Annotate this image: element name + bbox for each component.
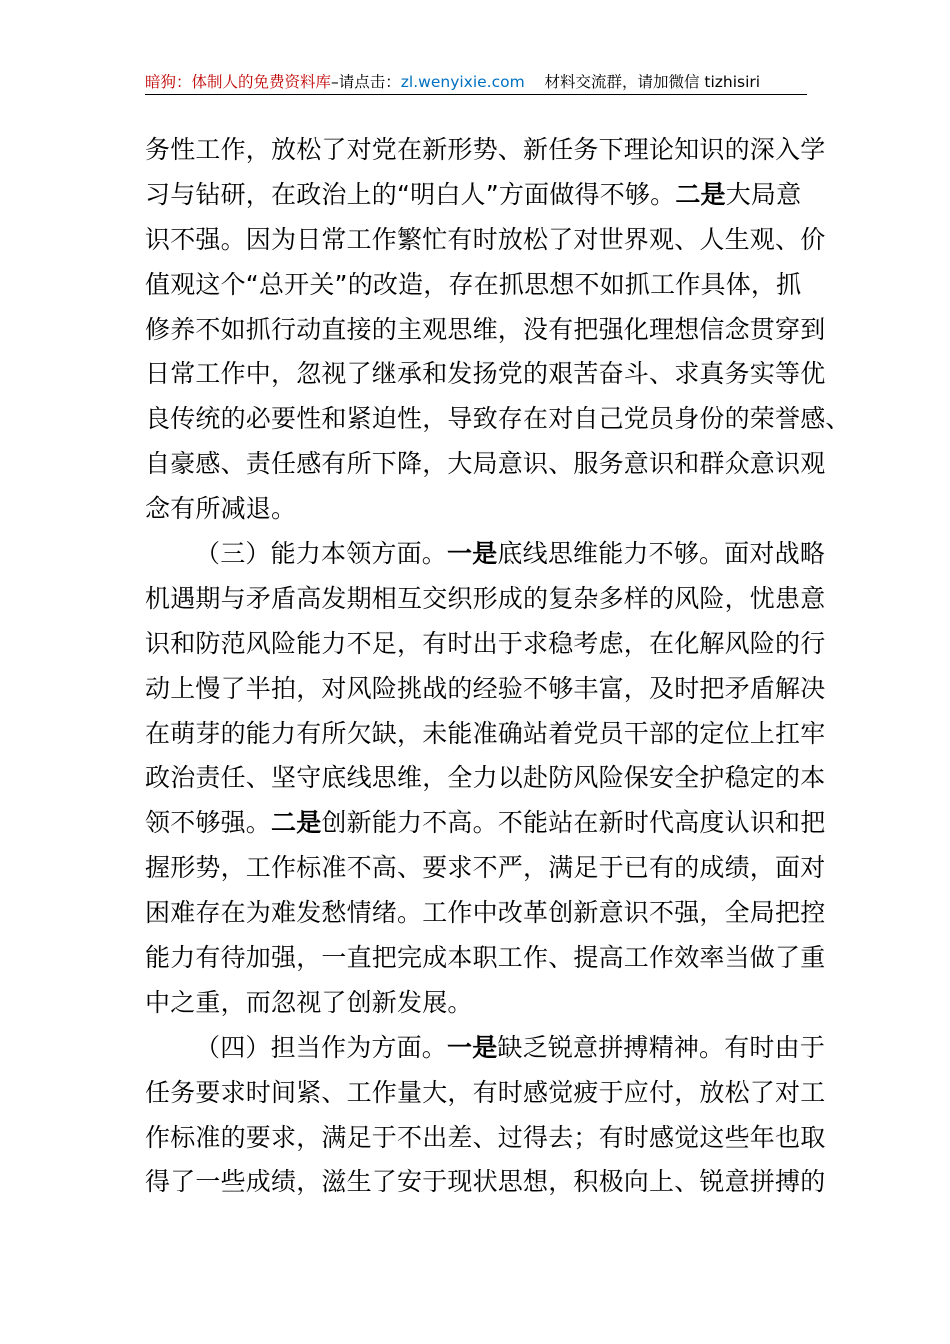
header-divider [145, 94, 807, 95]
body-line [145, 263, 807, 308]
body-line [145, 1160, 826, 1205]
header-brand: 暗狗：体制人的免费资料库 [145, 73, 332, 91]
line-text: 在萌芽的能力有所欠缺，未能准确站着党员干部的定位上扛牢 [145, 718, 826, 748]
body-line [145, 308, 826, 353]
body-line [145, 981, 807, 1026]
line-text: 修养不如抓行动直接的主观思维，没有把强化理想信念贯穿到 [145, 314, 826, 344]
line-rest: 缺乏锐意拼搏精神。有时由于 [497, 1032, 826, 1062]
header-contact [525, 73, 760, 91]
body-line [145, 1116, 826, 1161]
line-text: 得了一些成绩，滋生了安于现状思想，积极向上、锐意拼搏的 [145, 1167, 826, 1197]
body-line [145, 487, 807, 532]
line-text: 念有所减退。 [145, 494, 297, 524]
header-click-prefix: –请点击： [331, 73, 401, 91]
body-line [145, 1071, 826, 1116]
body-line-section-heading [145, 532, 826, 577]
body-line [145, 218, 826, 263]
line-text: 政治责任、坚守底线思维，全力以赴防风险保安全护稳定的本 [145, 763, 826, 793]
line-text: 良传统的必要性和紧迫性，导致存在对自己党员身份的荣誉感、 [145, 404, 851, 434]
body-line [145, 128, 826, 173]
line-rest: 底线思维能力不够。面对战略 [497, 539, 826, 569]
line-text: 握形势，工作标准不高、要求不严，满足于已有的成绩，面对 [145, 853, 826, 883]
body-line [145, 891, 826, 936]
body-line-section-heading [145, 1026, 826, 1071]
line-text: （四）担当作为方面。 [195, 1032, 448, 1062]
body-line [145, 846, 826, 891]
body-line [145, 352, 826, 397]
header-contact-text: 材料交流群，请加微信 tizhisiri [544, 73, 761, 91]
body-line [145, 801, 826, 846]
body-line [145, 622, 826, 667]
line-text: 日常工作中，忽视了继承和发扬党的艰苦奋斗、求真务实等优 [145, 359, 826, 389]
line-rest: 创新能力不高。不能站在新时代高度认识和把 [321, 808, 826, 838]
line-text: 识不强。因为日常工作繁忙有时放松了对世界观、人生观、价 [145, 224, 826, 254]
line-bold: 二是 [271, 808, 322, 838]
line-text: 自豪感、责任感有所下降，大局意识、服务意识和群众意识观 [145, 449, 826, 479]
body-line [145, 173, 807, 218]
line-text: （三）能力本领方面。 [195, 539, 448, 569]
body-line [145, 397, 851, 442]
line-text: 领不够强。 [145, 808, 272, 838]
line-text: 识和防范风险能力不足，有时出于求稳考虑，在化解风险的行 [145, 628, 826, 658]
body-line [145, 936, 826, 981]
line-text: 值观这个“总开关”的改造，存在抓思想不如抓工作具体，抓 [145, 269, 802, 299]
line-text: 困难存在为难发愁情绪。工作中改革创新意识不强，全局把控 [145, 898, 826, 928]
line-text: 习与钻研，在政治上的“明白人”方面做得不够。 [145, 179, 676, 209]
document-body [145, 128, 851, 1205]
line-text: 任务要求时间紧、工作量大，有时感觉疲于应付，放松了对工 [145, 1077, 826, 1107]
header-link[interactable]: zl.wenyixie.com [400, 73, 525, 91]
line-text: 中之重，而忽视了创新发展。 [145, 987, 473, 1017]
line-text: 能力有待加强，一直把完成本职工作、提高工作效率当做了重 [145, 943, 826, 973]
line-bold: 一是 [447, 539, 498, 569]
page-header [145, 70, 807, 94]
line-rest: 大局意 [725, 179, 802, 209]
line-text: 动上慢了半拍，对风险挑战的经验不够丰富，及时把矛盾解决 [145, 673, 826, 703]
line-bold: 一是 [447, 1032, 498, 1062]
body-line [145, 712, 826, 757]
line-text: 机遇期与矛盾高发期相互交织形成的复杂多样的风险，忧患意 [145, 583, 826, 613]
line-bold: 二是 [675, 179, 726, 209]
body-line [145, 756, 826, 801]
line-text: 作标准的要求，满足于不出差、过得去；有时感觉这些年也取 [145, 1122, 826, 1152]
body-line [145, 442, 826, 487]
line-text: 务性工作，放松了对党在新形势、新任务下理论知识的深入学 [145, 135, 826, 164]
body-line [145, 667, 826, 712]
body-line [145, 577, 826, 622]
